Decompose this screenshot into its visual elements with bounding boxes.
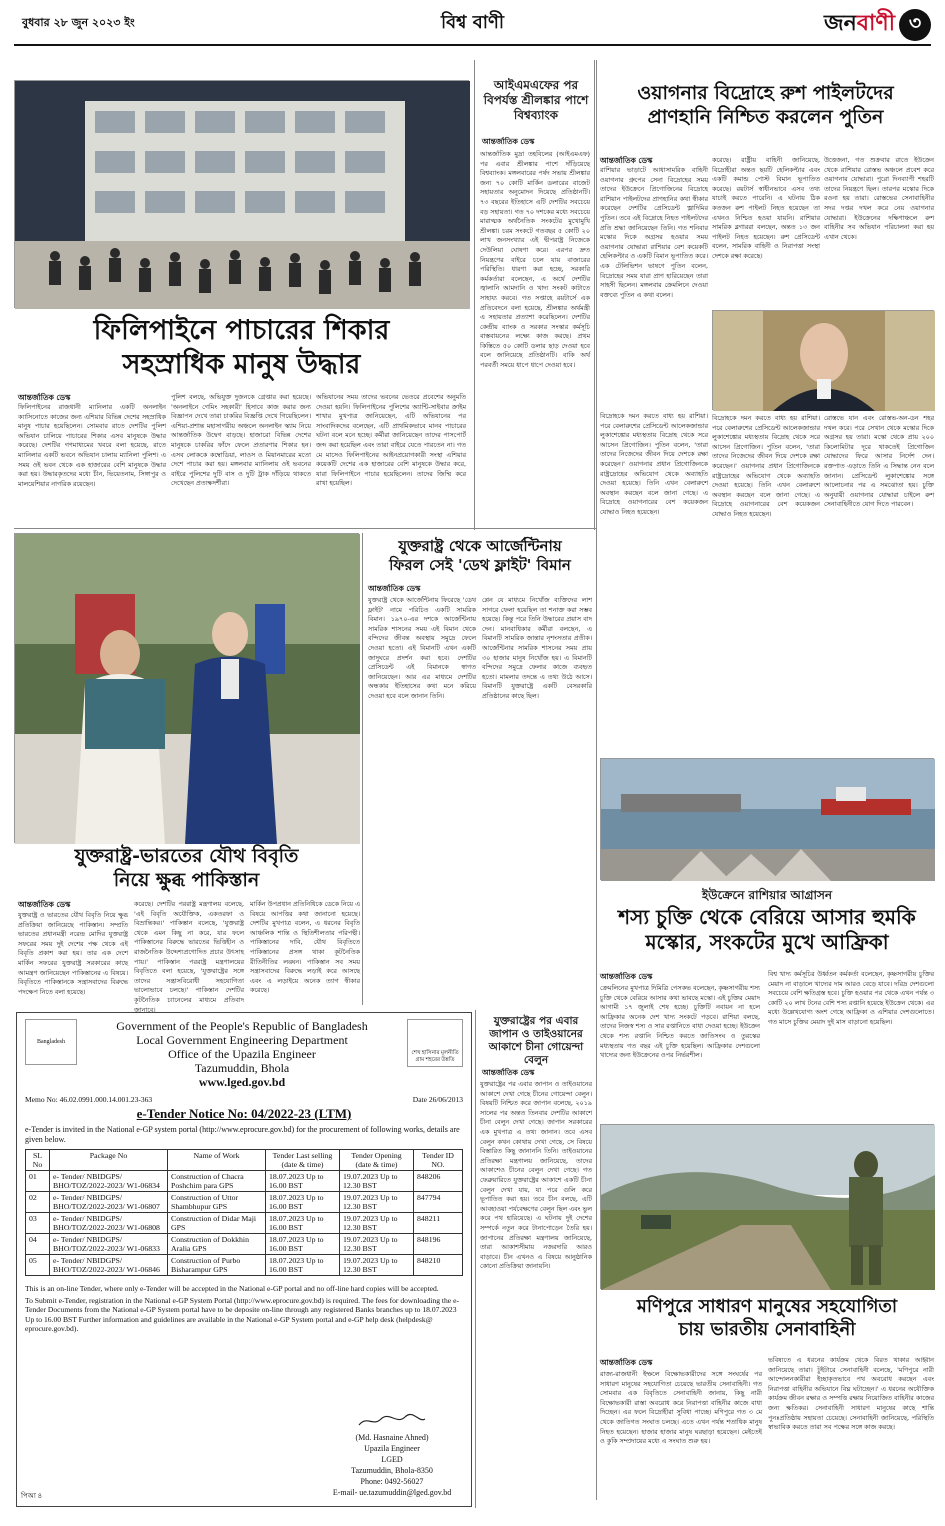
grain-headline: শস্য চুক্তি থেকে বেরিয়ে আসার হুমকি মস্কোর, সংকটের মুখে আফ্রিকা <box>618 905 916 954</box>
philippines-headline: ফিলিপাইনে পাচারের শিকার সহস্রাধিক মানুষ উদ্ধার <box>93 315 390 380</box>
manipur-soldier-photo <box>600 1124 934 1289</box>
manipur-headline: মণিপুরে সাধারণ মানুষের সহযোগিতা চায় ভারতীয় সেনাবাহিনী <box>636 1296 898 1340</box>
tender-intro: e-Tender is invited in the National e-GP system portal (http://www.eprocure.gov.bd) for the procurement of following works, details are given below. <box>25 1125 460 1144</box>
tender-note1: This is an on-line Tender, where only e-Tender will be accepted in the National e-GP portal and no off-line hard copies will be accepted. <box>25 1284 439 1293</box>
column-divider <box>474 60 475 530</box>
usindia-headline: যুক্তরাষ্ট্র-ভারতের যৌথ বিবৃতি নিয়ে ক্ষুব্ধ পাকিস্তান <box>74 845 299 891</box>
worldbank-body: আন্তর্জাতিক মুদ্রা তহবিলের (আইএমএফ) পর এবার শ্রীলঙ্কার পাশে দাঁড়িয়েছে বিশ্বব্যাংক। মঙ্গলবারের পর্ষদ সভায় শ্রীলঙ্কার জন্য ৭০ কোটি মার্কিন ডলারের বাজেট সহায়তার অনুমোদন দিয়েছে প্রতিষ্ঠানটি। ৭৩ বছরের ইতিহাসে এটি দেশটির সবচেয়ে বড় সহায়তা। গত ৭০ দশকের মধ্যে সবচেয়ে মারাত্মক অর্থনৈতিক সংকটের মুখোমুখি শ্রীলঙ্কা। চরম সংকটে গতবছর ৫ কোটি ২০ লাখ জনসংখ্যার এই দ্বীপরাষ্ট্র নিজেকে দেউলিয়া ঘোষণা করে। এরপর দ্রুত নিয়ন্ত্রণের বাইরে চলে যায় বাজারের পরিস্থিতি। ধারণা করা হচ্ছে, সরকারি কর্মকর্তারা বলেছেন, এ অর্থে দেশটির জ্বালানি আমদানি ও খাদ্য সংকট কাটাতে সাহায্য করবে। গত সপ্তাহে রয়টার্সে এক প্রতিবেদনে বলা হয়েছে, শ্রীলঙ্কার অর্থমন্ত্রী এ সহায়তার প্রত্যাশা করেছিলেন। দেশটির কেন্দ্রীয় ব্যাংক ও সরকার সংস্কার কর্মসূচি বাস্তবায়নের লক্ষ্যে কাজ করছে। প্রথম কিস্তিতে ৫০ কোটি ডলার ছাড় দেওয়া হবে বলে জানিয়েছে প্রতিষ্ঠানটি। বাকি অর্থ পরবর্তী সময়ে ধাপে ধাপে দেওয়া হবে। <box>480 150 590 370</box>
philippines-photo <box>14 80 469 308</box>
grain-kicker: ইউক্রেনে রাশিয়ার আগ্রাসন <box>701 888 833 902</box>
page-number: ৩ <box>899 9 931 41</box>
wagner-col4: বিদ্রোহকে দমন করতে বাধ্য হয় রাশিয়া। পরে বেলারুশের প্রেসিডেন্ট আলেকজান্ডার লুকাশেঙ্কোর মধ্যস্থতায় বিদ্রোহ থেকে সরে আসেন প্রিগোজিন। পুতিন বলেন, 'তারা তাদের নিজেদের জীবন দিয়ে দেশকে রক্ষা করেছেন।' ওয়াগনার প্রধান প্রিগোজিনকে রাষ্ট্রদ্রোহের অভিযোগ থেকে অব্যাহতি দেওয়া হয়েছে। তিনি এখন বেলারুশে অবস্থান করছেন বলে জানা গেছে। এ বিদ্রোহে ওয়াগনারের বেশ কয়েকজন যোদ্ধাও নিহত হয়েছেন। <box>712 414 820 518</box>
column-divider <box>475 1010 476 1508</box>
table-row: 01 e- Tender/ NBIDGPS/ BHO/TOZ/2022-2023/ W1-06834 Construction of Chacra Poshchim para GPS 18.07.2023 Up to 16.00 BST 19.07.2023 Up to 12.30 BST 848206 <box>26 1171 463 1192</box>
wagner-desk: আন্তর্জাতিক ডেস্ক <box>600 156 653 165</box>
th-open: Tender Opening (date & time) <box>340 1150 414 1171</box>
philippines-col1: ফিলিপাইনের রাজধানী ম্যানিলার একটি অনলাইন ক্যাসিনোতে কাজের জন্য এশিয়ার বিভিন্ন দেশের সহস্রাধিক মানুষ পাচার হয়েছিলেন। সোমবার রাতে দেশটির পুলিশ অভিযান চালিয়ে পাচারের শিকার এসব মানুষকে উদ্ধার করেছে। দেশটির গণমাধ্যমের খবরে বলা হয়েছে, রাতে ম্যানিলার একটি ভবনে অভিযান চালায় ম্যানিলা পুলিশ। এ সময় ওই ভবন থেকে এক হাজারের বেশি মানুষকে উদ্ধার করা হয়। উদ্ধারকৃতদের মধ্যে চীন, ভিয়েতনাম, সিঙ্গাপুর ও মালয়েশিয়ার নাগরিক রয়েছেন। <box>18 403 166 488</box>
signer-org: LGED <box>381 1455 403 1464</box>
tender-gov-header: Government of the People's Republic of Bangladesh Local Government Engineering Department Office of the Upazila Engineer Tazumuddin, Bhola www.lged.gov.bd <box>83 1019 401 1089</box>
argentina-headline: যুক্তরাষ্ট্র থেকে আর্জেন্টিনায় ফিরল সেই 'ডেথ ফ্লাইট' বিমান <box>389 537 571 574</box>
grain-col2: বিশ্ব খাদ্য কর্মসূচির উর্ধ্বতন কর্মকর্তা বলেছেন, কৃষ্ণসাগরীয় চুক্তির মেয়াদ না বাড়ালে খাদ্যের দাম আরও বেড়ে যাবে। দরিদ্র দেশগুলো সবচেয়ে বেশি ক্ষতিগ্রস্ত হবে। চুক্তি হওয়ার পর থেকে এখন পর্যন্ত ৩ কোটি ২০ লাখ টনের বেশি শস্য রপ্তানি হয়েছে ইউক্রেন থেকে। এর মধ্যে উল্লেখযোগ্য অংশ গেছে আফ্রিকা ও এশিয়ার দেশগুলোতে। গত মাসে চুক্তির মেয়াদ দুই মাস বাড়ানো হয়েছিল। <box>768 970 934 1026</box>
issue-date: বুধবার ২৮ জুন ২০২৩ ইং <box>22 16 135 29</box>
table-row: 03 e- Tender/ NBIDGPS/ BHO/TOZ/2022-2023/ W1-06808 Construction of Didar Maji GPS 18.07.2023 Up to 16.00 BST 19.07.2023 Up to 12.30 BST 848211 <box>26 1213 463 1234</box>
column-divider <box>596 60 597 1500</box>
usindia-desk: আন্তর্জাতিক ডেস্ক <box>18 900 71 909</box>
argentina-col1: যুক্তরাষ্ট্র থেকে আর্জেন্টিনায় ফিরেছে 'ডেথ ফ্লাইট' নামে পরিচিত একটি সামরিক বিমান। ১৯৭০-এর দশকে আর্জেন্টিনায় সামরিক শাসনের সময় এই বিমান থেকে বন্দিদের জীবন্ত অবস্থায় সমুদ্রে ফেলে দেওয়া হতো। এই বিমানটি এখন একটি জাদুঘরে প্রদর্শন করা হবে। দেশটির প্রেসিডেন্ট এই বিমানকে স্বাগত জানিয়েছেন। আর এর মাধ্যমে দেশটির অন্ধকার ইতিহাসের কথা মনে করিয়ে দেওয়া হবে বলে জানান তিনি। <box>368 596 476 700</box>
th-work: Name of Work <box>168 1150 266 1171</box>
th-id: Tender ID NO. <box>414 1150 463 1171</box>
manipur-col2: ভবিষ্যতে এ ধরনের কার্যক্রম থেকে বিরত থাকার আহ্বান জানিয়েছে তারা। টুইটারে সেনাবাহিনী বলেছে, 'মণিপুরে নারী আন্দোলনকারীরা ইচ্ছাকৃতভাবে পথ অবরোধ করছেন এবং নিরাপত্তা বাহিনীর অভিযানে বিঘ্ন ঘটাচ্ছেন।' এ ধরনের অযৌক্তিক কার্যক্রম জীবন রক্ষার ও সম্পত্তি রক্ষায় নিয়োজিত বাহিনীর কাজের জন্য ক্ষতিকর। সেনাবাহিনী সাধারণ মানুষের কাছে শান্তি পুনঃপ্রতিষ্ঠায় সহায়তা চেয়েছে। সেনাবাহিনী জানিয়েছে, পরিস্থিতি স্বাভাবিক করতে তারা সব পক্ষের সঙ্গে কাজ করছে। <box>768 1356 934 1432</box>
th-sl: SL No <box>26 1150 50 1171</box>
tender-signature-block <box>317 1413 467 1498</box>
logo-wordmark: জনবাণী <box>823 10 895 36</box>
usindia-col3: মার্কিন উপপ্রধান প্রতিনিধিকে ডেকে নিয়ে এ বিষয়ে আপত্তির কথা জানানো হয়েছে। দেশটির মুখপাত্র বলেন, এ ধরনের বিবৃতি আঞ্চলিক শান্তি ও স্থিতিশীলতার পরিপন্থী। পাকিস্তানের দাবি, যৌথ বিবৃতিতে পাকিস্তানের প্রসঙ্গ থাকা কূটনৈতিক রীতিনীতির লঙ্ঘন। পাকিস্তান সব সময় সন্ত্রাসবাদের বিরুদ্ধে লড়াই করে আসছে এবং এ লড়াইয়ে অনেক ত্যাগ স্বীকার করেছে। <box>250 900 360 995</box>
pm-badge: শেখ হাসিনার মূলনীতি গ্রাম শহরের উন্নতি <box>407 1019 463 1067</box>
tender-note2: To Submit e-Tender, registration in the National e-GP System Portal (http://www.eprocure.gov.bd) is required. The fees for downloading the e-Tender Documents from the National e-GP System portal have to be deposite on-line through any registered Banks branches up to 18.07.2023 Up to 16.00 BST Further information and guidelines are available in the National e-GP System portal and e-GP help desk (helpdesk@ eprocure.gov.bd). <box>25 1295 459 1333</box>
manipur-col1: রাজ্য-রাজধানী ইম্ফলে বিক্ষোভকারীদের সঙ্গে সংঘর্ষের পর সাধারণ মানুষের সহযোগিতা চেয়েছে ভারতীয় সেনাবাহিনী। গত সোমবার এক বিবৃতিতে সেনাবাহিনী জানায়, কিছু নারী বিক্ষোভকারী রাস্তা অবরোধ করে নিরাপত্তা বাহিনীর কাজে বাধা দিচ্ছেন। এর ফলে বিদ্রোহীরা সুবিধা পাচ্ছে। মণিপুরে গত ৩ মে থেকে জাতিগত সংঘাত চলছে। এতে এখন পর্যন্ত শতাধিক মানুষ নিহত হয়েছেন। হাজার হাজার মানুষ ঘরছাড়া হয়েছেন। মেইতেই ও কুকি সম্প্রদায়ের মধ্যে এ সংঘাত শুরু হয়। <box>600 1370 762 1446</box>
japan-headline: যুক্তরাষ্ট্রের পর এবার জাপান ও তাইওয়ানের আকাশে চীনা গোয়েন্দা বেলুন <box>488 1015 584 1067</box>
signer-email[interactable]: E-mail- ue.tazumuddin@lged.gov.bd <box>332 1488 452 1497</box>
modi-biden-photo <box>14 533 359 843</box>
signature-icon <box>357 1413 427 1429</box>
signer-place: Tazumuddin, Bhola-8350 <box>351 1466 433 1475</box>
tender-table <box>25 1149 463 1276</box>
wagner-col1-cont: বিদ্রোহকে দমন করতে বাধ্য হয় রাশিয়া। পরে বেলারুশের প্রেসিডেন্ট আলেকজান্ডার লুকাশেঙ্কোর মধ্যস্থতায় বিদ্রোহ থেকে সরে আসেন প্রিগোজিন। পুতিন বলেন, 'তারা তাদের নিজেদের জীবন দিয়ে দেশকে রক্ষা করেছেন।' ওয়াগনার প্রধান প্রিগোজিনকে রাষ্ট্রদ্রোহের অভিযোগ থেকে অব্যাহতি দেওয়া হয়েছে। তিনি এখন বেলারুশে অবস্থান করছেন বলে জানা গেছে। এ বিদ্রোহে ওয়াগনারের বেশ কয়েকজন যোদ্ধাও নিহত হয়েছেন। <box>600 412 708 516</box>
tender-website[interactable]: www.lged.gov.bd <box>198 1075 286 1089</box>
japan-body: যুক্তরাষ্ট্রের পর এবার জাপান ও তাইওয়ানের আকাশে দেখা গেছে চীনের গোয়েন্দা বেলুন। বিষয়টি নিশ্চিত করে জাপান বলেছে, ২০১৯ সালের পর অন্তত তিনবার দেশটির আকাশে চীনা বেলুন দেখা গেছে। জাপান সরকারের এক মুখপাত্র এ তথ্য জানান। তবে এসব বেলুন কখন কোথায় দেখা গেছে, সে বিষয়ে বিস্তারিত কিছু জানাননি তিনি। তাইওয়ানের প্রতিরক্ষা মন্ত্রণালয় জানিয়েছে, তাদের আকাশেও চীনের বেলুন দেখা গেছে। গত ফেব্রুয়ারিতে যুক্তরাষ্ট্রের আকাশে একটি চীনা বেলুন দেখা যায়, যা পরে গুলি করে ভূপাতিত করা হয়। তবে চীন বলছে, এটি আবহাওয়া পর্যবেক্ষণের বেলুন ছিল এবং ভুল করে পথ হারিয়েছে। এ ঘটনায় দুই দেশের সম্পর্কে নতুন করে টানাপোড়েন তৈরি হয়। জাপানের প্রতিরক্ষা মন্ত্রণালয় জানিয়েছে, তারা আকাশসীমায় নজরদারি আরও বাড়াবে। চীন এখনও এ বিষয়ে আনুষ্ঠানিক কোনো প্রতিক্রিয়া জানায়নি। <box>480 1080 592 1271</box>
masthead-logo <box>824 6 931 43</box>
manipur-desk: আন্তর্জাতিক ডেস্ক <box>600 1358 653 1367</box>
philippines-desk: আন্তর্জাতিক ডেস্ক <box>18 393 71 402</box>
tender-ref: পিআ ৪ <box>21 1492 43 1500</box>
tender-title: e-Tender Notice No: 04/2022-23 (LTM) <box>136 1106 352 1121</box>
th-last: Tender Last selling (date & time) <box>266 1150 340 1171</box>
worldbank-headline: আইএমএফের পর বিপর্যস্ত শ্রীলঙ্কার পাশে বিশ্বব্যাংক <box>483 78 589 122</box>
argentina-desk: আন্তর্জাতিক ডেস্ক <box>368 584 421 593</box>
wagner-col1: রাশিয়ার ভাড়াটে আধাসামরিক বাহিনী ওয়াগনার গ্রুপের সেনা বিদ্রোহের সময় তাদের ইউক্রেনে প্রিগোজিনের বিদ্রোহে রাশিয়ান পাইলটদের প্রাণহানির কথা স্বীকার করেছেন দেশটির প্রেসিডেন্ট ভ্লাদিমির পুতিন। তবে এই বিদ্রোহে নিহত পাইলটদের প্রতি শ্রদ্ধা জানিয়েছেন তিনি। গত শনিবার মস্কোর দিকে অগ্রসর হওয়ার সময় ওয়াগনার যোদ্ধারা রাশিয়ার বেশ কয়েকটি হেলিকপ্টার ও একটি বিমান ভূপাতিত করে। এক টেলিভিশন ভাষণে পুতিন বলেন, বিদ্রোহের সময় যারা প্রাণ হারিয়েছেন তারা সাহসী ছিলেন। মঙ্গলবার ক্রেমলিনে দেওয়া বক্তব্যে পুতিন এ কথা বলেন। <box>600 166 708 299</box>
table-row: 04 e- Tender/ NBIDGPS/ BHO/TOZ/2022-2023/ W1-06833 Construction of Dokkhin Aralia GPS 18.07.2023 Up to 16.00 BST 19.07.2023 Up to 12.30 BST 848196 <box>26 1234 463 1255</box>
column-divider <box>594 60 595 530</box>
tender-date: Date 26/06/2013 <box>412 1095 463 1104</box>
japan-desk: আন্তর্জাতিক ডেস্ক <box>482 1068 535 1077</box>
grain-desk: আন্তর্জাতিক ডেস্ক <box>600 972 653 981</box>
wagner-headline: ওয়াগনার বিদ্রোহে রুশ পাইলটদের প্রাণহানি নিশ্চিত করলেন পুতিন <box>637 82 894 128</box>
th-package: Package No <box>50 1150 168 1171</box>
wagner-col2: করেছে। রাষ্ট্রীয় বাহিনী জানিয়েছে, বিদ্রোহীরা অন্তত ছয়টি হেলিকপ্টার এবং একটি কমান্ড পোস্ট বিমান ভূপাতিত করেছে। রয়টার্স স্বাধীনভাবে এসব তথ্য যাচাই করতে পারেনি। এ ঘটনায় ঠিক কতজন রুশ পাইলট নিহত হয়েছেন তা এখনও নিশ্চিত হওয়া যায়নি। রাশিয়ার সামরিক ব্লগাররা বলছেন, অন্তত ১৩ জন পাইলট নিহত হয়েছেন। রুশ প্রেসিডেন্ট বলেন, সামরিক বাহিনী ও নিরাপত্তা সংস্থা দেশকে রক্ষা করেছে। <box>712 156 820 260</box>
signer-title: Upazila Engineer <box>364 1444 420 1453</box>
row-divider <box>14 528 596 529</box>
section-title: বিশ্ব বাণী <box>441 12 504 33</box>
worldbank-desk: আন্তর্জাতিক ডেস্ক <box>482 137 535 146</box>
usindia-col2: করেছে। দেশটির পররাষ্ট্র মন্ত্রণালয় বলেছে, 'এই বিবৃতি অযৌক্তিক, একতরফা ও বিভ্রান্তিকর।' পাকিস্তান বলেছে, 'যুক্তরাষ্ট্র থেকে এমন কিছু না করে, যার ফলে পাকিস্তানের বিরুদ্ধে ভারতের ভিত্তিহীন ও রাজনৈতিক উদ্দেশ্যপ্রণোদিত প্রচার উৎসাহ পায়।' পাকিস্তান পররাষ্ট্র মন্ত্রণালয়ের বিবৃতিতে বলা হয়েছে, 'যুক্তরাষ্ট্রের সঙ্গে তাদের সন্ত্রাসবিরোধী সহযোগিতা ভালোভাবে চলছে।' পাকিস্তান দেশটির কূটনৈতিক চ্যানেলের মাধ্যমে প্রতিবাদ জানাবে। <box>134 900 244 1014</box>
anniversary-logo: Bangladesh <box>25 1019 77 1065</box>
tender-memo: Memo No: 46.02.0991.000.14.001.23-363 <box>25 1095 153 1104</box>
table-row: 02 e- Tender/ NBIDGPS/ BHO/TOZ/2022-2023/ W1-06807 Construction of Uttor Shambhupur GPS 18.07.2023 Up to 16.00 BST 19.07.2023 Up to 12.30 BST 847794 <box>26 1192 463 1213</box>
grain-port-photo <box>600 758 934 880</box>
philippines-col2: পুলিশ বলছে, অভিযুক্ত দুজনকে গ্রেপ্তার করা হয়েছে। 'অনলাইনে গেমিং সহকারী' হিসাবে কাজ করার জন্য বিজ্ঞাপন দেখে তারা চাকরির বিজ্ঞপ্তি দেখে গিয়েছিলেন। এশিয়া-প্রশান্ত মহাসাগরীয় অঞ্চলে অনলাইন স্ক্যাম নিয়ে আন্তর্জাতিক উদ্বেগ বাড়ছে। হাজারো বিভিন্ন দেশের মানুষকে চাকরির ফাঁদে ফেলে প্রতারণার শিকার হন। এসব লোককে কম্বোডিয়া, লাওস ও মিয়ানমারের মতো দেশে পাচার করা হয়। মঙ্গলবার ম্যানিলায় ওই ভবনের বাইরে পুলিশের দুটি বাস ও দুটি ট্রাক দাঁড়িয়ে থাকতে দেখেছেন প্রত্যক্ষদর্শীরা। <box>171 393 311 488</box>
philippines-col3: অভিযানের সময় তাদের ভবনের ভেতরে প্রবেশের অনুমতি দেওয়া হয়নি। ফিলিপাইনের পুলিশের অ্যান্টি-সাইবার ক্রাইম শাখার মুখপাত্র জানিয়েছেন, এটি অভিযানের পর সাংবাদিকদের বলেছেন, এটি প্রাথমিকভাবে মানব পাচারের ঘটনা বলে মনে হচ্ছে। কর্মীরা জানিয়েছেন তাদের পাসপোর্ট জব্দ করা হয়েছিল এবং তারা বাইরে যেতে পারতেন না। গত মে মাসেও ফিলিপাইনের আইনপ্রয়োগকারী সংস্থা এশিয়ার কয়েকটি দেশের এক হাজারের বেশি মানুষকে উদ্ধার করে, যারা ফিলিপাইনে পাচার হয়েছিলেন। তাদের জিম্মি করে রাখা হয়েছিল। <box>316 393 466 488</box>
signer-phone: Phone: 0492-56027 <box>360 1477 424 1486</box>
argentina-col2: প্লেন যে মাধ্যমে নিখোঁজ ব্যক্তিদের লাশ সাগরে ফেলা হয়েছিল তা শনাক্ত করা সম্ভব হয়েছে। কিন্তু পরে তিনি উদ্ধারের প্রয়াস বাদ দেন। মানবাধিকার কর্মীরা বলছেন, এ বিমানটি সামরিক জান্তার নৃশংসতার প্রতীক। আর্জেন্টিনার সামরিক শাসনের সময় প্রায় ৩০ হাজার মানুষ নিখোঁজ হয়। এ বিমানটি বন্দিদের সমুদ্রে ফেলার কাজে ব্যবহৃত হতো। মামলার তদন্তে এ তথ্য উঠে আসে। বিমানটি যুক্তরাষ্ট্রে একটি বেসরকারি প্রতিষ্ঠানের কাছে ছিল। <box>482 596 592 700</box>
grain-col1: ক্রেমলিনের মুখপাত্র দিমিত্রি পেসকভ বলেছেন, কৃষ্ণসাগরীয় শস্য চুক্তি থেকে বেরিয়ে আসার কথা ভাবছে মস্কো। এই চুক্তির মেয়াদ আগামী ১৭ জুলাই শেষ হচ্ছে। চুক্তিটি নবায়ন না হলে আফ্রিকার অনেক দেশ খাদ্য সংকটে পড়বে। রাশিয়া বলছে, তাদের নিজস্ব শস্য ও সার রপ্তানিতে বাধা দেওয়া হচ্ছে। ইউক্রেন থেকে শস্য রপ্তানি নিশ্চিত করতে জাতিসংঘ ও তুরস্কের মধ্যস্থতায় গত বছর এই চুক্তি হয়েছিল। আফ্রিকার দেশগুলো খাদ্যের জন্য ইউক্রেনের ওপর নির্ভরশীল। <box>600 984 760 1060</box>
wagner-col3: উত্তেজনা, গত শুক্রবার রাতে ইউক্রেন থেকে রাশিয়ার রোস্তভ অঞ্চলে প্রবেশ করে ওয়াগনার যোদ্ধারা। পুরো দিনব্যাপী শহরটি তাদের নিয়ন্ত্রণে ছিল। তারপর মস্কোর দিকে রওনা হয় তারা। রোস্তভের সেনাবাহিনীর সদর দপ্তর দখল করে নেয় ওয়াগনার যোদ্ধারা। ইউক্রেনের দক্ষিণাঞ্চলে রুশ বাহিনীর সব অভিযান পরিচালনা করা হয় এখান থেকে। <box>824 156 934 241</box>
usindia-col1: যুক্তরাষ্ট্র ও ভারতের যৌথ বিবৃতি নিয়ে ক্ষুব্ধ প্রতিক্রিয়া জানিয়েছে পাকিস্তান। সম্প্রতি ভারতের প্রধানমন্ত্রী নরেন্দ্র মোদির যুক্তরাষ্ট্র সফরের সময় দুই দেশের পক্ষ থেকে এই বিবৃতি প্রকাশ করা হয়। তার এক দেশে মার্কিন সফরের যুক্তরাষ্ট্র সরকারের কাছে আমন্ত্রণ জানিয়েছেন পাকিস্তানের এ বিষয়ে। বিবৃতিতে পাকিস্তানকে সন্ত্রাসবাদের বিরুদ্ধে পদক্ষেপ নিতে বলা হয়েছে। <box>18 911 128 996</box>
putin-photo <box>712 310 934 410</box>
signer-name: (Md. Hasnaine Ahned) <box>355 1433 429 1442</box>
header-rule <box>14 44 931 46</box>
tender-notice <box>16 1012 472 1507</box>
column-divider <box>362 533 363 1005</box>
wagner-col5: রোস্তভে যান এবং রোস্তভ-অন-ডন শহর দখল করে। পরে সেখান থেকে মস্কোর দিকে অগ্রসর হয় তারা। মস্কো থেকে প্রায় ২০০ কিলোমিটার দূরে থাকতেই প্রিগোজিন যোদ্ধাদের ফিরে আসার নির্দেশ দেন। রক্তপাত এড়াতে তিনি এ সিদ্ধান্ত নেন বলে জানান। প্রেসিডেন্ট লুকাশেঙ্কোর সঙ্গে আলোচনার পর এ সমঝোতা হয়। চুক্তি অনুযায়ী ওয়াগনার যোদ্ধারা চাইলে রুশ সেনাবাহিনীতে যোগ দিতে পারবেন। <box>824 414 934 509</box>
table-row: 05 e- Tender/ NBIDGPS/ BHO/TOZ/2022-2023/ W1-06846 Construction of Purbo Bisharampur GPS 18.07.2023 Up to 16.00 BST 19.07.2023 Up to 12.30 BST 848210 <box>26 1255 463 1276</box>
